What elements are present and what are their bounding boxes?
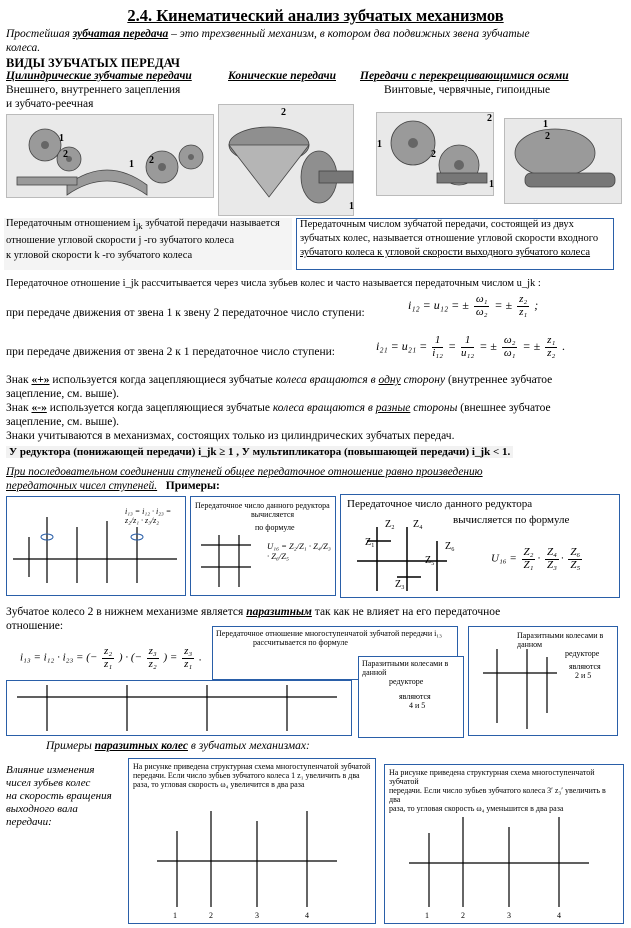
example-box-2 [190,496,336,596]
inf1-label-2: 2 [209,911,213,920]
def-number-line-3: зубчатого колеса к угловой скорости выходного зубчатого колеса [300,247,591,258]
parasitic-scheme-drawing [7,681,351,735]
influence-text [6,764,112,829]
par-box2-line-3: являются [399,692,431,701]
type-conical: Конические передачи [228,70,336,82]
helical-gears-drawing [377,113,495,197]
helical-gears-image [376,112,494,196]
inf-box1-drawing [147,801,347,917]
inf-box1-line-2: передачи. Если число зубьев зубчатого колеса 1 z₁ увеличить в два [133,771,360,780]
examples-label: Примеры: [165,480,220,492]
inf2-label-3: 3 [507,911,511,920]
formula1-text: при передаче движения от звена 1 к звену 2 передаточное число ступени: [6,307,365,319]
ex2-drawing [195,531,255,591]
parasitic-line-1: Зубчатое колесо 2 в нижнем механизме является паразитным так как не влияет на его передаточное [6,606,501,618]
ex3-z6: Z₆ [445,541,455,552]
def-ratio-line-3: к угловой скорости k -го зубчатого колеса [6,250,193,262]
gear-label-2b: 2 [149,155,154,166]
type-cylindrical: Цилиндрические зубчатые передачи [6,70,192,82]
influence-box-2 [384,764,624,924]
ex3-z1: Z₁ [365,537,375,548]
par-box3-line-4: 2 и 5 [575,671,592,680]
inf1-label-1: 1 [173,911,177,920]
influence-line-3: на скорость вращения [6,790,112,802]
par-box2-line-1: Паразитными колесами в данной [362,659,449,677]
definition-ratio [4,218,292,270]
gear-label-1c: 1 [349,201,354,212]
f1-mid: = ± [494,297,513,312]
inf2-label-1: 1 [425,911,429,920]
example-scheme-1 [6,496,186,596]
cylindrical-gears-drawing [7,115,215,199]
example-box-3 [340,494,620,598]
ex2-formula: U₁₆ = Z₂/Z₁ · Z₄/Z₃ · Z₆/Z₅ [267,541,331,561]
par-box2-line-4: 4 и 5 [409,701,426,710]
type-crossed: Передачи с перекрещивающимися осями [360,70,569,82]
gear-label-1d: 1 [377,139,382,150]
ex3-z3: Z₃ [395,579,405,590]
gear-label-2d: 2 [431,149,436,160]
ex2-line-2: вычисляется [251,510,295,519]
parasitic-examples: Примеры паразитных колес в зубчатых механизмах: [46,740,310,752]
def-number-line-1: Передаточным числом зубчатой передачи, состоящей из двух [300,219,574,230]
formula2: i₂₁ = u₂₁ = $\frac{1}{\text{i₁₂}}$ = $\frac{1}{\text{u₁₂}}$ = ± $\frac{\text{ω₂}}{\text{ω₁}}$ = ± $\frac{\text{z₁}}{\text{z₂}}$ . [376,334,566,359]
definition-number [296,218,614,270]
ex3-z2: Z₂ [385,519,395,530]
ex2-line-3: по формуле [255,523,295,532]
par-box3-line-2: редукторе [565,649,600,658]
gear-label-2e: 2 [487,113,492,124]
serial-line-2: передаточных чисел ступеней. Примеры: [6,480,220,492]
worm-gears-image [504,118,622,204]
reducer-line: У редуктора (понижающей передачи) i_jk ≥ 1 , У мультипликатора (повышающей передачи) i_jk < 1. [6,446,513,458]
ex3-line-2: вычисляется по формуле [453,514,570,526]
f1-tail: ; [534,297,539,312]
ex3-formula: U₁₆ = $\frac{\text{Z₂}}{\text{Z₁}}$ · $\frac{\text{Z₄}}{\text{Z₃}}$ · $\frac{\text{Z₆}}{\text{Z₅}}$ [491,546,581,571]
def-ratio-line-1 [4,218,292,231]
parasitic-formula: i₁₃ = i₁₂ · i₂₃ = (− $\frac{\text{z₂}}{\text{z₁}}$ ) · (− $\frac{\text{z₃}}{\text{z₂}}$ ) = $\frac{\text{z₃}}{\text{z₁}}$ . [20,645,202,670]
influence-box-1 [128,758,376,924]
intro-line-2: колеса. [6,42,41,54]
cyl-desc-1: Внешнего, внутреннего зацепления [6,84,181,96]
sign-minus: «-» [31,402,47,414]
conical-gears-image [218,104,354,216]
worm-gears-drawing [505,119,623,205]
gear-label-1f: 1 [543,119,548,130]
parasitic-box-2 [358,656,464,738]
gear-label-1b: 1 [129,159,134,170]
par-box2-line-2: редукторе [389,677,424,686]
inf1-label-4: 4 [305,911,309,920]
ex2-line-1: Передаточное число данного редуктора [195,501,330,510]
par-box1-line-2: рассчитывается по формуле [253,638,348,647]
parasitic-term: паразитным [246,606,312,618]
cylindrical-gears-image [6,114,214,198]
inf2-label-4: 4 [557,911,561,920]
f1-frac2: $\frac{\text{z₂}}{\text{z₁}}$ [519,293,528,318]
def-ratio-sub: jk [135,221,143,232]
gear-label-2a: 2 [63,149,68,160]
signs-note: Знаки учитываются в механизмах, состоящих только из цилиндрических зубчатых передач. [6,430,455,442]
ratio-note: Передаточное отношение i_jk рассчитывается через числа зубьев колес и часто называется передаточным числом u_jk : [6,278,541,289]
formula2-text: при передаче движения от звена 2 к 1 передаточное число ступени: [6,346,335,358]
f1-frac1: $\frac{\text{ω₁}}{\text{ω₂}}$ [475,293,488,318]
influence-line-2: чисел зубьев колес [6,777,91,789]
par-box3-drawing [477,643,563,733]
par-examples-term: паразитных колес [94,740,188,752]
par-box1-line-1: Передаточное отношение многоступенчатой зубчатой передачи i₁₃ [216,629,442,638]
ex3-z5: Z₅ [425,555,435,566]
inf-box2-line-2: передачи. Если число зубьев зубчатого колеса 3′ z₃′ увеличить в два [389,786,606,804]
page-title: 2.4. Кинематический анализ зубчатых механизмов [127,6,504,25]
cross-desc: Винтовые, червячные, гипоидные [384,84,551,96]
conical-gears-drawing [219,105,355,217]
inf-box1-line-3: раза, то угловая скорость ω₄ увеличится в два раза [133,780,305,789]
sign-minus-line-2: зацепление, см. выше). [6,416,120,428]
inf-box2-line-3: раза, то угловая скорость ω₄ уменьшится в два раза [389,804,564,813]
serial-line-1: При последовательном соединении ступеней общее передаточное отношение равно произведению [6,466,483,478]
parasitic-box-3 [468,626,618,736]
f1-lhs: i₁₂ = u₁₂ = ± [408,297,469,312]
inf-box1-line-1: На рисунке приведена структурная схема многоступенчатой зубчатой [133,762,371,771]
influence-line-5: передачи: [6,816,52,828]
def-ratio-tail: зубчатой передачи называется [142,218,280,229]
sign-minus-line: Знак «-» используется когда зацепляющиеся зубчатые колеса вращаются в разные стороны (внешнее зубчатое [6,402,551,414]
cyl-desc-2: и зубчато-реечная [6,98,94,110]
parasitic-scheme-main [6,680,352,736]
intro-line-1 [6,28,530,40]
gear-label-1e: 1 [489,179,494,190]
gear-label-2f: 2 [545,131,550,142]
ex3-z4: Z₄ [413,519,423,530]
formula1 [408,294,538,318]
inf2-label-2: 2 [461,911,465,920]
influence-line-4: выходного вала [6,803,78,815]
sign-plus-line: Знак «+» используется когда зацепляющиеся зубчатые колеса вращаются в одну сторону (внутреннее зубчатое [6,374,553,386]
influence-line-1: Влияние изменения [6,764,95,776]
intro-rest: – это трехзвенный механизм, в котором два подвижных звена зубчатые [168,28,530,40]
gear-label-1a: 1 [59,133,64,144]
ex3-line-1: Передаточное число данного редуктора [347,498,533,510]
sign-plus-line-2: зацепление, см. выше). [6,388,120,400]
sign-plus: «+» [31,374,50,386]
intro-prefix: Простейшая [6,28,73,40]
def-number-line-2: зубчатых колес, называется отношение угловой скорости входного [300,233,599,244]
par-box3-line-3: являются [569,662,601,671]
parasitic-line-2: отношение: [6,620,64,632]
inf-box2-line-1: На рисунке приведена структурная схема многоступенчатой зубчатой [389,768,595,786]
types-heading: ВИДЫ ЗУБЧАТЫХ ПЕРЕДАЧ [6,56,180,70]
par-box3-line-1: Паразитными колесами в данном [517,631,604,649]
def-ratio-text-1: Передаточным отношением i [6,218,136,229]
ex1-formula: i₁₃ = i₁₂ · i₂₃ = z₂/z₁ · z₃/z₂ [125,507,172,525]
intro-term: зубчатая передача [72,28,169,40]
gear-label-2c: 2 [281,107,286,118]
inf-box2-drawing [399,807,599,917]
inf1-label-3: 3 [255,911,259,920]
def-ratio-line-2: отношение угловой скорости j -го зубчатого колеса [6,235,234,247]
